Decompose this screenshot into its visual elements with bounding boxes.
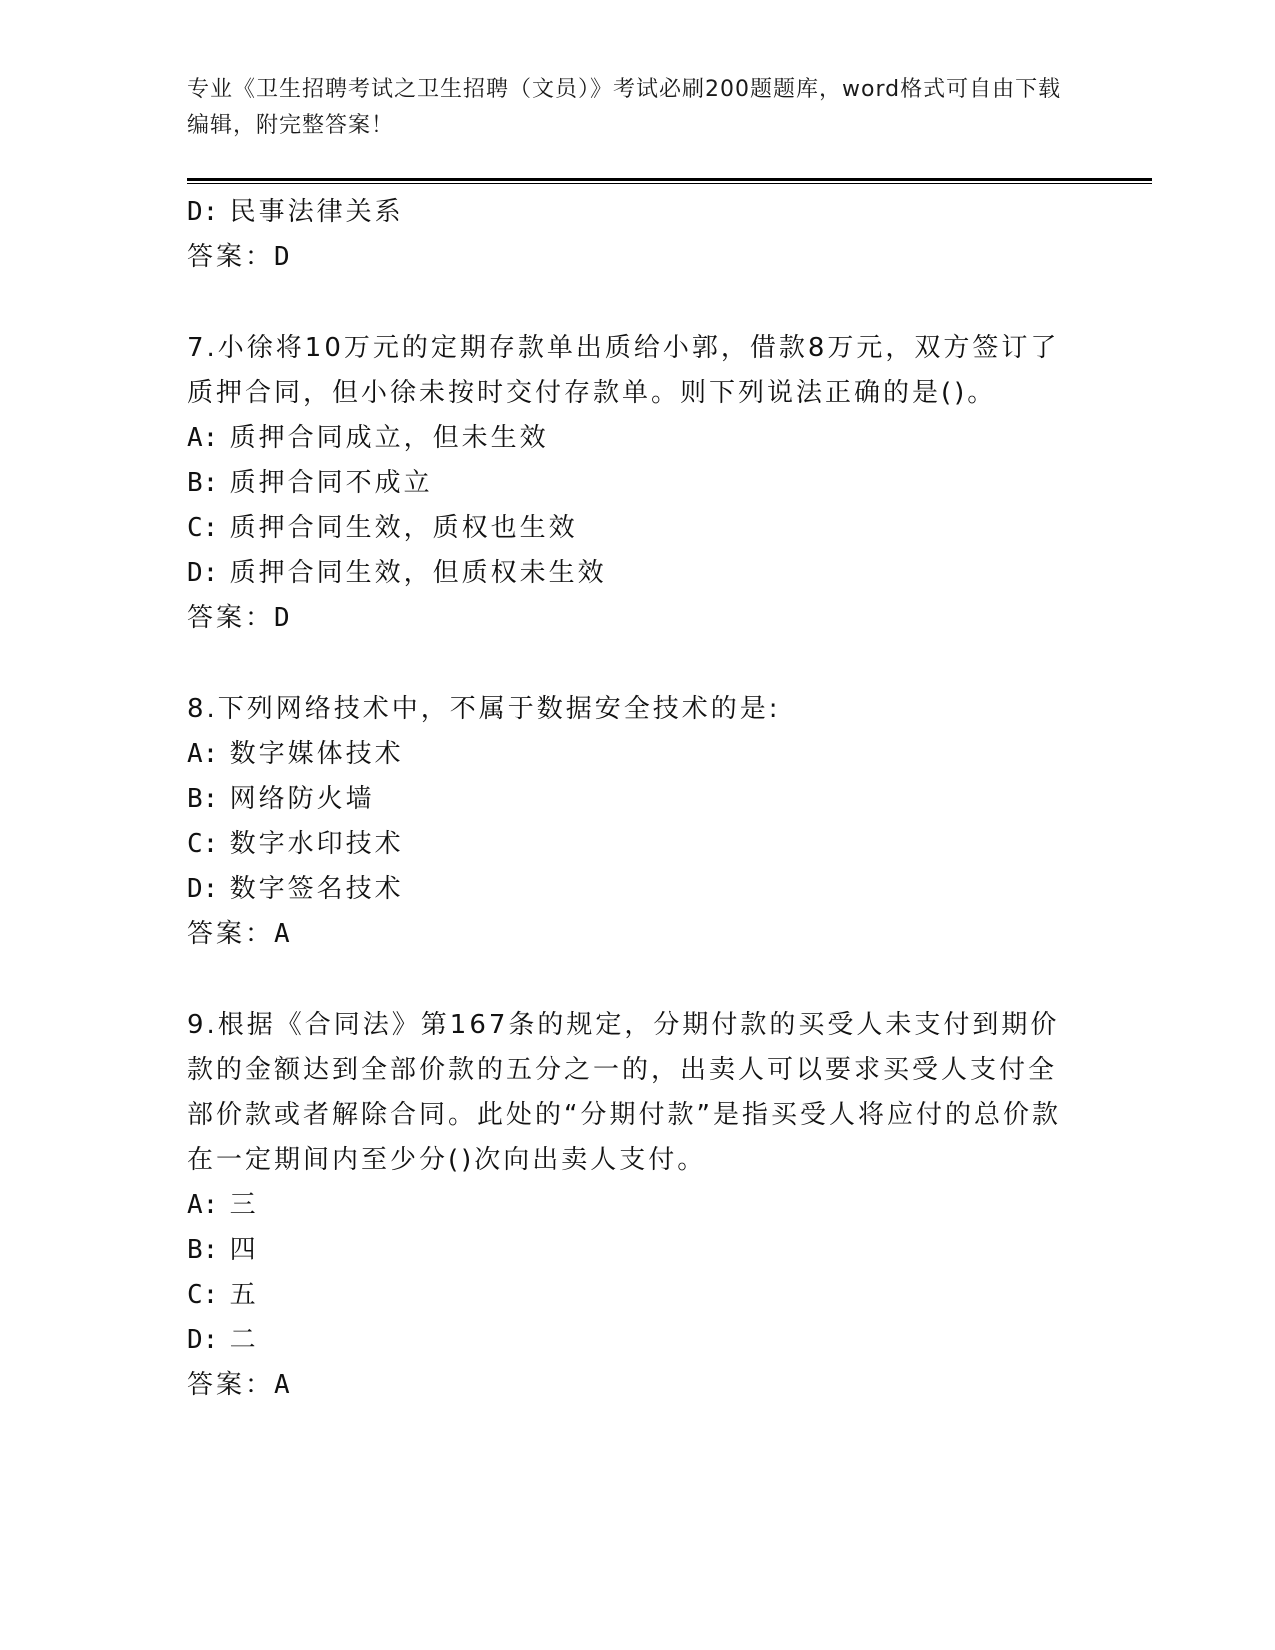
header-rule-thin <box>187 183 1152 184</box>
page-header: 专业《卫生招聘考试之卫生招聘（文员）》考试必刷200题题库，word格式可自由下载编辑，附完整答案！ <box>187 77 1062 138</box>
q9-option-d <box>187 1318 1067 1363</box>
q8-option-d <box>187 867 1067 912</box>
option-text: 质押合同生效，质权也生效 <box>229 513 578 543</box>
option-letter: B: <box>187 1235 219 1265</box>
option-text: 质押合同不成立 <box>229 468 433 498</box>
question-stem-7: 7.小徐将10万元的定期存款单出质给小郭，借款8万元，双方签订了质押合同，但小徐未按时交付存款单。则下列说法正确的是()。 <box>187 333 1060 408</box>
option-letter: D: <box>187 874 219 904</box>
prev-answer <box>187 235 1067 280</box>
option-letter: D: <box>187 1325 219 1355</box>
option-letter: C: <box>187 513 219 543</box>
q8-answer <box>187 912 1067 957</box>
q7-option-c <box>187 506 1067 551</box>
q9-option-b <box>187 1228 1067 1273</box>
option-text: 四 <box>229 1235 259 1265</box>
answer-label: 答案： <box>187 242 275 272</box>
option-text: 数字水印技术 <box>229 829 404 859</box>
option-text: 质押合同生效，但质权未生效 <box>229 558 607 588</box>
q8-option-b <box>187 777 1067 822</box>
option-letter: B: <box>187 468 219 498</box>
option-letter: A: <box>187 423 219 453</box>
question-stem-8: 8.下列网络技术中，不属于数据安全技术的是: <box>187 694 781 724</box>
question-stem-9: 9.根据《合同法》第167条的规定，分期付款的买受人未支付到期价款的金额达到全部价款的五分之一的，出卖人可以要求买受人支付全部价款或者解除合同。此处的“分期付款”是指买受人将应付的总价款在一定期间内至少分()次向出卖人支付。 <box>187 1010 1061 1175</box>
option-letter: C: <box>187 829 219 859</box>
q9-option-a <box>187 1183 1067 1228</box>
q7-option-a <box>187 416 1067 461</box>
answer-value: D <box>274 242 290 272</box>
question-content <box>187 190 1067 1408</box>
header-rule-thick <box>187 178 1152 181</box>
prev-option-d <box>187 190 1067 235</box>
option-letter: B: <box>187 784 219 814</box>
q7-option-b <box>187 461 1067 506</box>
option-letter: D: <box>187 558 219 588</box>
answer-label: 答案： <box>187 919 275 949</box>
answer-value: D <box>274 603 290 633</box>
q7-answer <box>187 596 1067 641</box>
option-text: 数字媒体技术 <box>229 739 404 769</box>
q7-option-d <box>187 551 1067 596</box>
option-letter: C: <box>187 1280 219 1310</box>
option-text: 民事法律关系 <box>229 197 404 227</box>
q9-option-c <box>187 1273 1067 1318</box>
option-text: 质押合同成立，但未生效 <box>229 423 549 453</box>
answer-value: A <box>274 919 290 949</box>
option-text: 三 <box>229 1190 259 1220</box>
option-text: 网络防火墙 <box>229 784 375 814</box>
option-text: 二 <box>229 1325 259 1355</box>
answer-label: 答案： <box>187 1370 275 1400</box>
option-text: 五 <box>229 1280 259 1310</box>
q9-answer <box>187 1363 1067 1408</box>
option-letter: D: <box>187 197 219 227</box>
q8-option-a <box>187 732 1067 777</box>
answer-value: A <box>274 1370 290 1400</box>
q8-option-c <box>187 822 1067 867</box>
answer-label: 答案： <box>187 603 275 633</box>
option-text: 数字签名技术 <box>229 874 404 904</box>
option-letter: A: <box>187 739 219 769</box>
option-letter: A: <box>187 1190 219 1220</box>
